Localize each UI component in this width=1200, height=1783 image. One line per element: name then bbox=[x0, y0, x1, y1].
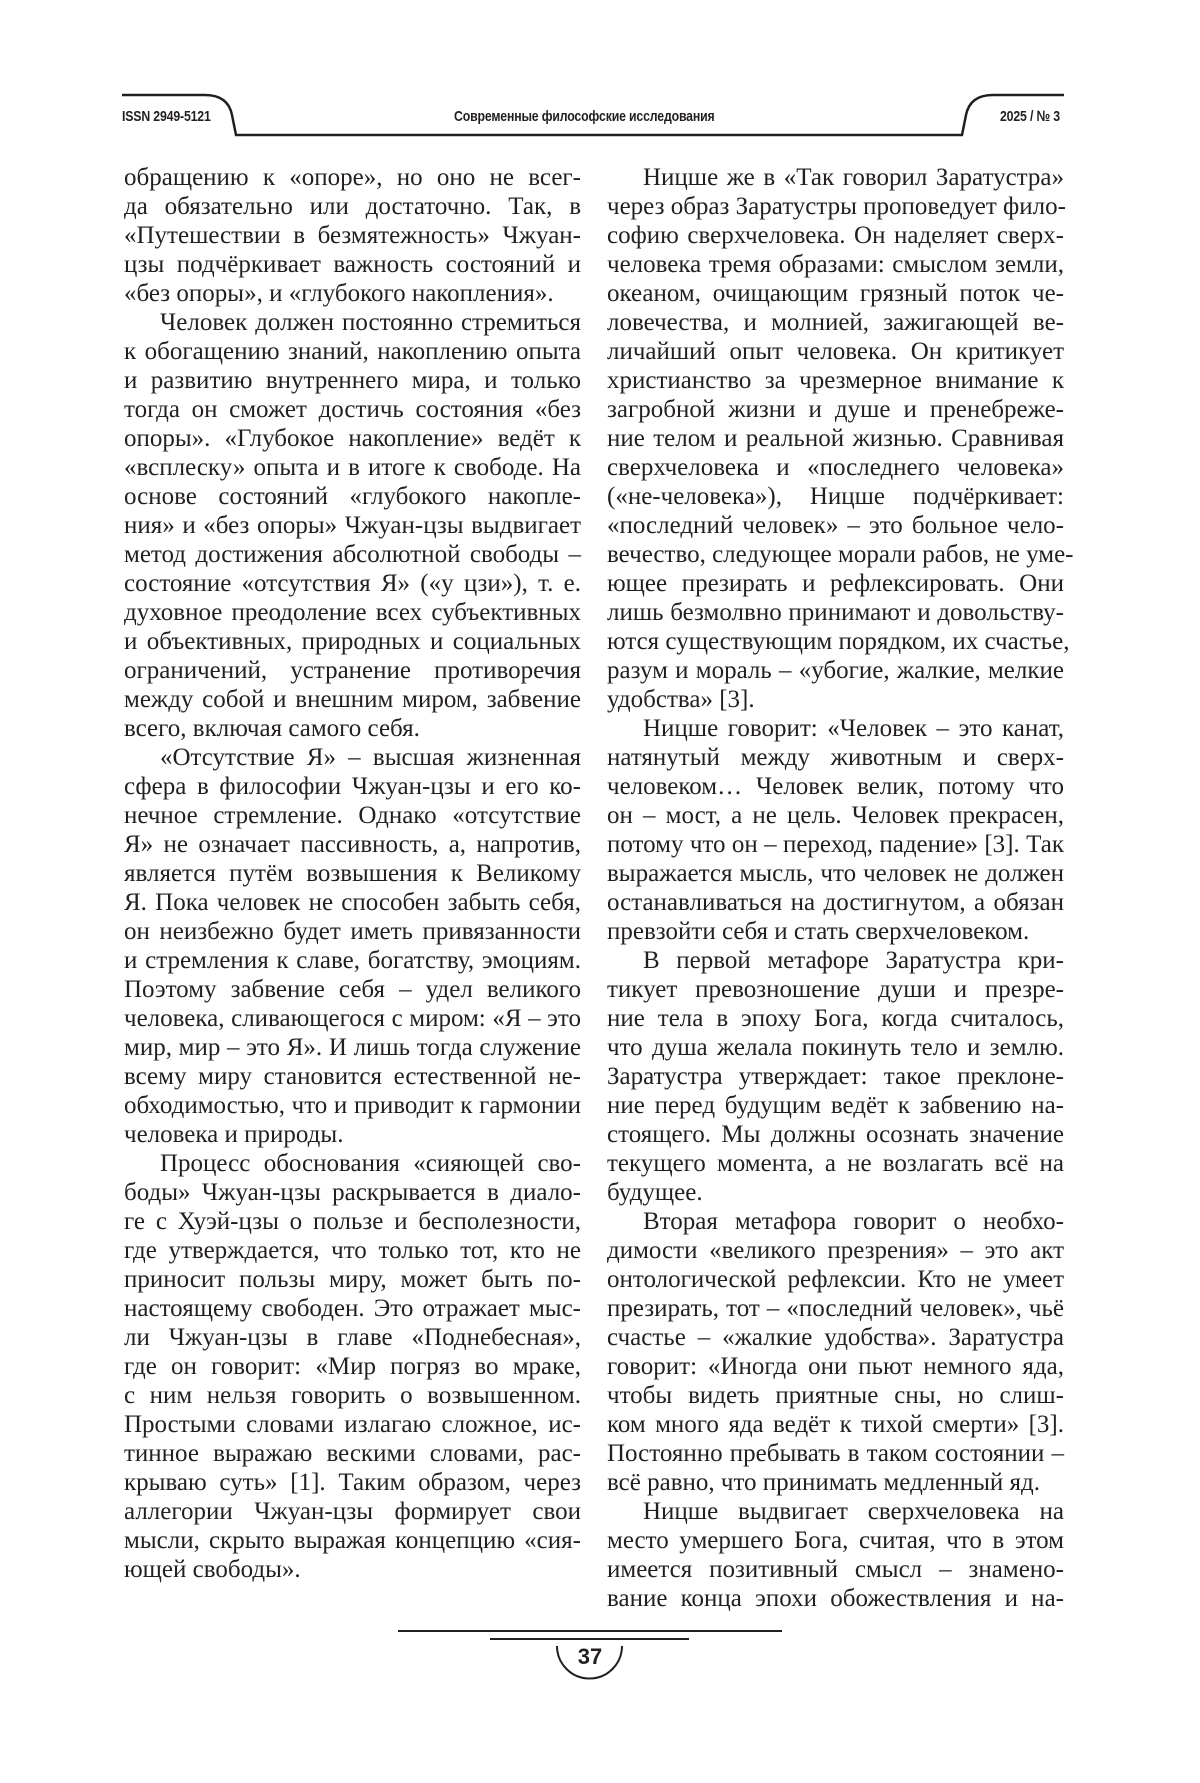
paragraph bbox=[607, 714, 1064, 946]
text-line: Процесс обоснования «сияющей сво- bbox=[124, 1149, 581, 1178]
text-line: разум и мораль – «убогие, жалкие, мелкие bbox=[607, 656, 1064, 685]
text-line: тогда он сможет достичь состояния «без bbox=[124, 395, 581, 424]
text-line: сфера в философии Чжуан-цзы и его ко- bbox=[124, 772, 581, 801]
text-line: «Путешествии в безмятежность» Чжуан- bbox=[124, 221, 581, 250]
text-line: Поэтому забвение себя – удел великого bbox=[124, 975, 581, 1004]
text-line: Заратустра утверждает: такое преклоне- bbox=[607, 1062, 1064, 1091]
text-line: Постоянно пребывать в таком состоянии – bbox=[607, 1439, 1064, 1468]
text-line: мир, мир – это Я». И лишь тогда служение bbox=[124, 1033, 581, 1062]
text-line: тикует превозношение души и презре- bbox=[607, 975, 1064, 1004]
text-line: стоящего. Мы должны осознать значение bbox=[607, 1120, 1064, 1149]
text-line: человеком… Человек велик, потому что bbox=[607, 772, 1064, 801]
paragraph bbox=[124, 743, 581, 1149]
paragraph bbox=[124, 1149, 581, 1584]
text-line: превзойти себя и стать сверхчеловеком. bbox=[607, 917, 1064, 946]
text-line: боды» Чжуан-цзы раскрывается в диало- bbox=[124, 1178, 581, 1207]
text-line: останавливаться на достигнутом, а обязан bbox=[607, 888, 1064, 917]
text-line: Ницше говорит: «Человек – это канат, bbox=[607, 714, 1064, 743]
text-line: потому что он – переход, падение» [3]. Так bbox=[607, 830, 1064, 859]
paragraph bbox=[607, 1207, 1064, 1497]
text-line: ние перед будущим ведёт к забвению на- bbox=[607, 1091, 1064, 1120]
text-line: человека, сливающегося с миром: «Я – это bbox=[124, 1004, 581, 1033]
text-line: крываю суть» [1]. Таким образом, через bbox=[124, 1468, 581, 1497]
text-line: ния» и «без опоры» Чжуан-цзы выдвигает bbox=[124, 511, 581, 540]
text-line: с ним нельзя говорить о возвышенном. bbox=[124, 1381, 581, 1410]
text-line: и стремления к славе, богатству, эмоциям. bbox=[124, 946, 581, 975]
text-line: нечное стремление. Однако «отсутствие bbox=[124, 801, 581, 830]
text-line: между собой и внешним миром, забвение bbox=[124, 685, 581, 714]
text-line: ловечества, и молнией, зажигающей ве- bbox=[607, 308, 1064, 337]
text-line: Ницше выдвигает сверхчеловека на bbox=[607, 1497, 1064, 1526]
text-line: и развитию внутреннего мира, и только bbox=[124, 366, 581, 395]
text-line: ограничений, устранение противоречия bbox=[124, 656, 581, 685]
text-line: онтологической рефлексии. Кто не умеет bbox=[607, 1265, 1064, 1294]
text-line: «всплеску» опыта и в итоге к свободе. На bbox=[124, 453, 581, 482]
text-line: где утверждается, что только тот, кто не bbox=[124, 1236, 581, 1265]
text-line: что душа желала покинуть тело и землю. bbox=[607, 1033, 1064, 1062]
text-line: человека тремя образами: смыслом земли, bbox=[607, 250, 1064, 279]
text-line: сверхчеловека и «последнего человека» bbox=[607, 453, 1064, 482]
text-line: «Отсутствие Я» – высшая жизненная bbox=[124, 743, 581, 772]
text-line: вание конца эпохи обожествления и на- bbox=[607, 1584, 1064, 1613]
text-line: Человек должен постоянно стремиться bbox=[124, 308, 581, 337]
text-line: духовное преодоление всех субъективных bbox=[124, 598, 581, 627]
paragraph bbox=[607, 946, 1064, 1207]
text-line: выражается мысль, что человек не должен bbox=[607, 859, 1064, 888]
text-line: димости «великого презрения» – это акт bbox=[607, 1236, 1064, 1265]
page-number: 37 bbox=[568, 1644, 612, 1670]
text-line: океаном, очищающим грязный поток че- bbox=[607, 279, 1064, 308]
text-line: аллегории Чжуан-цзы формирует свои bbox=[124, 1497, 581, 1526]
text-line: настоящему свободен. Это отражает мыс- bbox=[124, 1294, 581, 1323]
text-line: загробной жизни и душе и пренебреже- bbox=[607, 395, 1064, 424]
text-line: основе состояний «глубокого накопле- bbox=[124, 482, 581, 511]
text-line: является путём возвышения к Великому bbox=[124, 859, 581, 888]
text-column-left bbox=[124, 163, 581, 1584]
text-column-right bbox=[607, 163, 1064, 1613]
text-line: имеется позитивный смысл – знамено- bbox=[607, 1555, 1064, 1584]
text-line: личайший опыт человека. Он критикует bbox=[607, 337, 1064, 366]
text-line: лишь безмолвно принимают и довольству- bbox=[607, 598, 1064, 627]
paragraph bbox=[124, 308, 581, 743]
text-line: через образ Заратустры проповедует фило- bbox=[607, 192, 1064, 221]
paragraph bbox=[607, 1497, 1064, 1613]
journal-title: Современные философские исследования bbox=[454, 108, 715, 125]
paragraph bbox=[607, 163, 1064, 714]
text-line: натянутый между животным и сверх- bbox=[607, 743, 1064, 772]
text-line: метод достижения абсолютной свободы – bbox=[124, 540, 581, 569]
text-line: Простыми словами излагаю сложное, ис- bbox=[124, 1410, 581, 1439]
text-line: чтобы видеть приятные сны, но слиш- bbox=[607, 1381, 1064, 1410]
text-line: презирать, тот – «последний человек», чьё bbox=[607, 1294, 1064, 1323]
text-line: обходимостью, что и приводит к гармонии bbox=[124, 1091, 581, 1120]
text-line: к обогащению знаний, накоплению опыта bbox=[124, 337, 581, 366]
text-line: обращению к «опоре», но оно не всег- bbox=[124, 163, 581, 192]
text-line: ние тела в эпоху Бога, когда считалось, bbox=[607, 1004, 1064, 1033]
text-line: человека и природы. bbox=[124, 1120, 581, 1149]
text-line: ком много яда ведёт к тихой смерти» [3]. bbox=[607, 1410, 1064, 1439]
text-line: всему миру становится естественной не- bbox=[124, 1062, 581, 1091]
text-line: ге с Хуэй-цзы о пользе и бесполезности, bbox=[124, 1207, 581, 1236]
text-line: и объективных, природных и социальных bbox=[124, 627, 581, 656]
text-line: ние телом и реальной жизнью. Сравнивая bbox=[607, 424, 1064, 453]
text-line: он неизбежно будет иметь привязанности bbox=[124, 917, 581, 946]
text-line: говорит: «Иногда они пьют немного яда, bbox=[607, 1352, 1064, 1381]
text-line: Ницше же в «Так говорил Заратустра» bbox=[607, 163, 1064, 192]
text-line: всё равно, что принимать медленный яд. bbox=[607, 1468, 1064, 1497]
text-line: Я» не означает пассивность, а, напротив, bbox=[124, 830, 581, 859]
text-line: приносит пользы миру, может быть по- bbox=[124, 1265, 581, 1294]
text-line: ются существующим порядком, их счастье, bbox=[607, 627, 1064, 656]
text-line: цзы подчёркивает важность состояний и bbox=[124, 250, 581, 279]
text-line: христианство за чрезмерное внимание к bbox=[607, 366, 1064, 395]
text-line: «последний человек» – это больное чело- bbox=[607, 511, 1064, 540]
text-line: ющее презирать и рефлексировать. Они bbox=[607, 569, 1064, 598]
text-line: текущего момента, а не возлагать всё на bbox=[607, 1149, 1064, 1178]
text-line: счастье – «жалкие удобства». Заратустра bbox=[607, 1323, 1064, 1352]
text-line: мысли, скрыто выражая концепцию «сия- bbox=[124, 1526, 581, 1555]
text-line: тинное выражаю вескими словами, рас- bbox=[124, 1439, 581, 1468]
text-line: Вторая метафора говорит о необхо- bbox=[607, 1207, 1064, 1236]
text-line: удобства» [3]. bbox=[607, 685, 1064, 714]
text-line: где он говорит: «Мир погряз во мраке, bbox=[124, 1352, 581, 1381]
text-line: он – мост, а не цель. Человек прекрасен, bbox=[607, 801, 1064, 830]
text-line: опоры». «Глубокое накопление» ведёт к bbox=[124, 424, 581, 453]
text-line: да обязательно или достаточно. Так, в bbox=[124, 192, 581, 221]
text-line: всего, включая самого себя. bbox=[124, 714, 581, 743]
text-line: «без опоры», и «глубокого накопления». bbox=[124, 279, 581, 308]
text-line: вечество, следующее морали рабов, не уме- bbox=[607, 540, 1064, 569]
text-line: В первой метафоре Заратустра кри- bbox=[607, 946, 1064, 975]
text-line: ли Чжуан-цзы в главе «Поднебесная», bbox=[124, 1323, 581, 1352]
issn-label: ISSN 2949-5121 bbox=[122, 108, 211, 125]
issue-label: 2025 / № 3 bbox=[1000, 108, 1060, 125]
text-line: ющей свободы». bbox=[124, 1555, 581, 1584]
text-line: состояние «отсутствия Я» («у цзи»), т. е. bbox=[124, 569, 581, 598]
text-line: место умершего Бога, считая, что в этом bbox=[607, 1526, 1064, 1555]
text-line: будущее. bbox=[607, 1178, 1064, 1207]
text-line: софию сверхчеловека. Он наделяет сверх- bbox=[607, 221, 1064, 250]
text-line: («не-человека»), Ницше подчёркивает: bbox=[607, 482, 1064, 511]
paragraph bbox=[124, 163, 581, 308]
text-line: Я. Пока человек не способен забыть себя, bbox=[124, 888, 581, 917]
